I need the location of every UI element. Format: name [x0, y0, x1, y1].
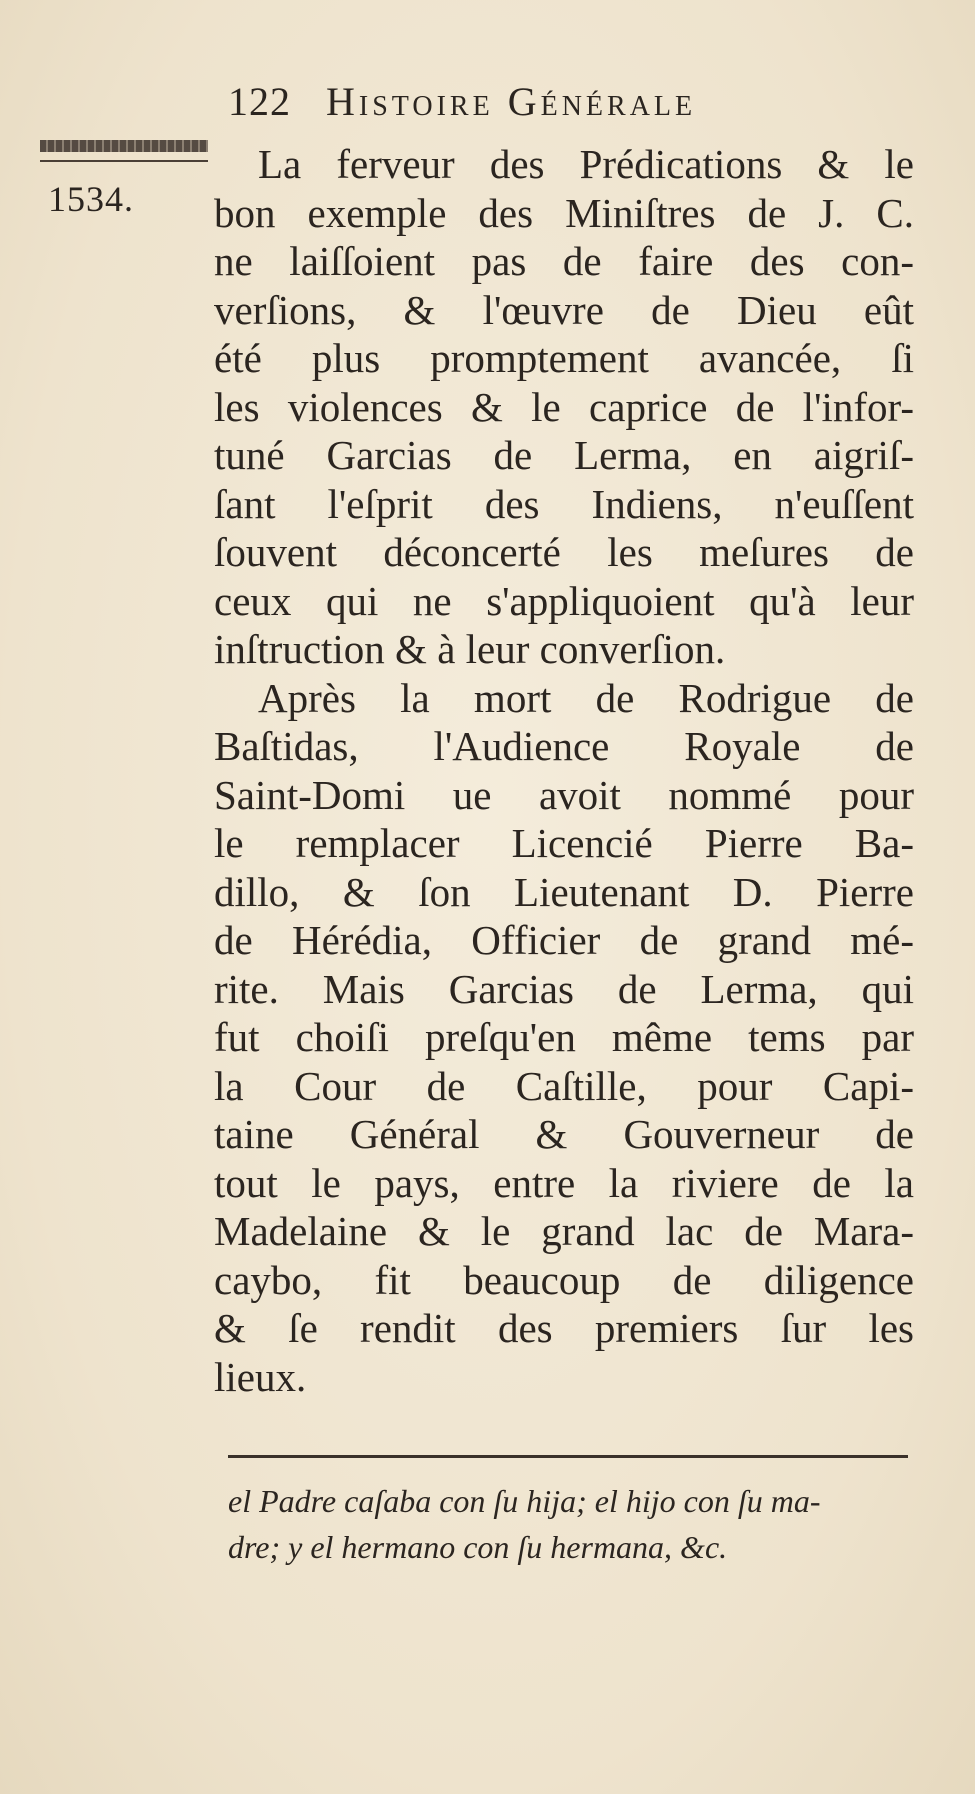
text-line: bon exemple des Miniſtres de J. C.: [214, 189, 914, 236]
text-line: les violences & le caprice de l'infor-: [214, 383, 914, 430]
text-line: la Cour de Caſtille, pour Capi-: [214, 1062, 914, 1109]
body-paragraphs: [214, 140, 914, 1401]
page-number: 122: [228, 79, 291, 124]
text-line: été plus promptement avancée, ſi: [214, 335, 914, 381]
footnote-rule: [228, 1455, 908, 1458]
running-header: [228, 78, 868, 125]
text-line: ſant l'eſprit des Indiens, n'euſſent: [214, 480, 914, 527]
text-line: fut choiſi preſqu'en même tems par: [214, 1014, 914, 1060]
text-line: le remplacer Licencié Pierre Ba-: [214, 820, 914, 866]
running-title: Histoire Générale: [326, 79, 697, 124]
text-line: Après la mort de Rodrigue de: [258, 674, 914, 721]
text-line: & ſe rendit des premiers ſur les: [214, 1305, 914, 1351]
footnote-line: dre; y el hermano con ſu hermana, &c.: [228, 1529, 728, 1565]
text-line: ceux qui ne s'appliquoient qu'à leur: [214, 577, 914, 624]
text-line: verſions, & l'œuvre de Dieu eût: [214, 286, 914, 333]
text-line: Baſtidas, l'Audience Royale de: [214, 723, 914, 769]
text-line: de Hérédia, Officier de grand mé-: [214, 917, 914, 963]
text-line: lieux.: [214, 1353, 307, 1400]
text-line: tuné Garcias de Lerma, en aigriſ-: [214, 432, 914, 478]
text-line: ſouvent déconcerté les meſures de: [214, 529, 914, 575]
text-line: tout le pays, entre la riviere de la: [214, 1159, 914, 1206]
text-line: taine Général & Gouverneur de: [214, 1111, 914, 1157]
text-line: inſtruction & à leur converſion.: [214, 626, 726, 672]
text-line: rite. Mais Garcias de Lerma, qui: [214, 965, 914, 1012]
margin-thin-rule: [40, 160, 208, 162]
text-line: caybo, fit beaucoup de diligence: [214, 1256, 914, 1303]
text-line: dillo, & ſon Lieutenant D. Pierre: [214, 868, 914, 915]
margin-ornament-rule: [40, 140, 208, 152]
text-line: Saint-Domi ue avoit nommé pour: [214, 771, 914, 818]
margin-year: 1534.: [48, 179, 134, 219]
footnote-line: el Padre caſaba con ſu hija; el hijo con ſu ma-: [228, 1483, 821, 1519]
text-line: Madelaine & le grand lac de Mara-: [214, 1208, 914, 1254]
text-line: La ferveur des Prédications & le: [258, 141, 914, 187]
footnote: [228, 1478, 928, 1570]
text-line: ne laiſſoient pas de faire des con-: [214, 238, 914, 284]
